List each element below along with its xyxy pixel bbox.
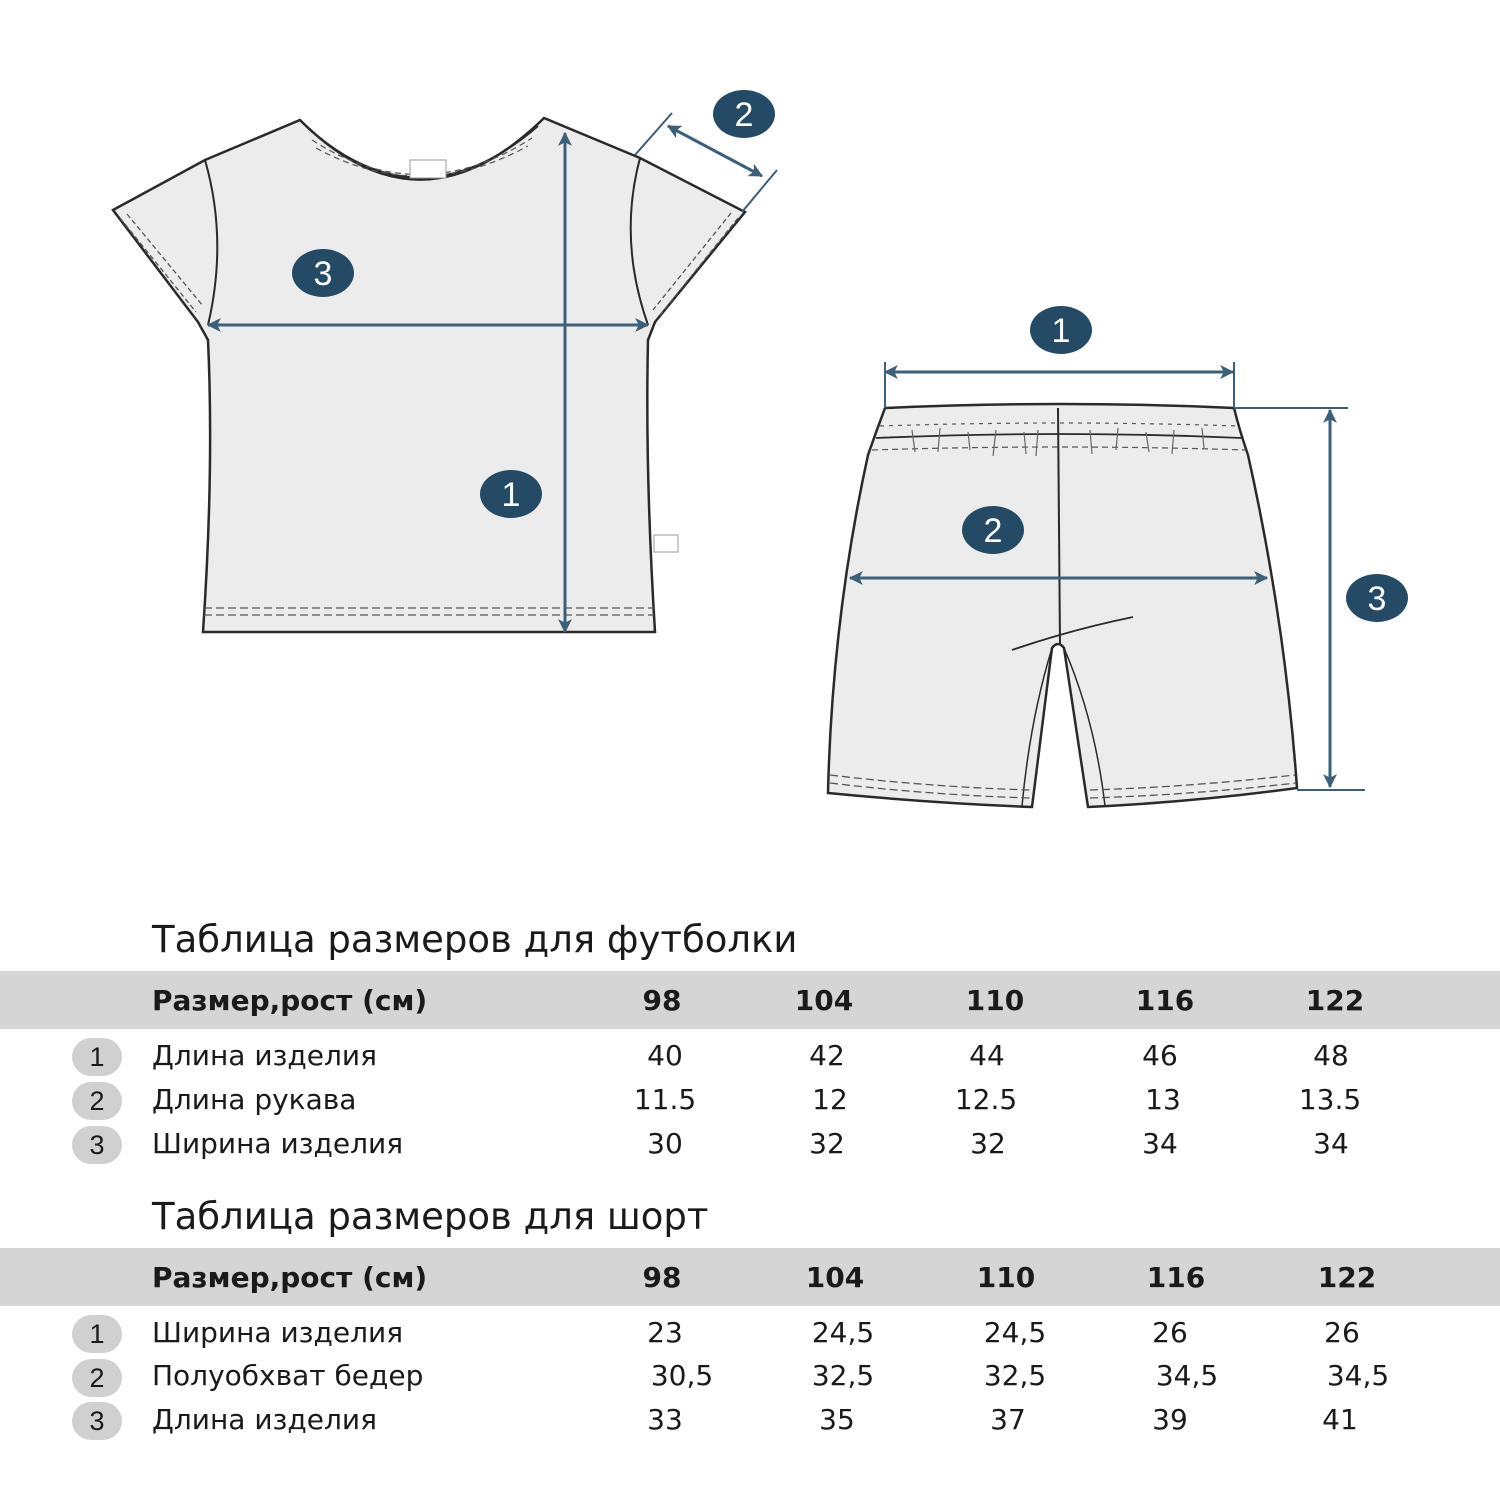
- tshirt-size-110: 110: [965, 984, 1025, 1017]
- shorts-badge-3: [1346, 574, 1408, 622]
- shorts-size-116: 116: [1146, 1261, 1206, 1294]
- tshirt-size-116: 116: [1135, 984, 1195, 1017]
- shorts-size-104: 104: [805, 1261, 865, 1294]
- shorts-row-3-val-2: 35: [819, 1403, 855, 1436]
- tshirt-row-2-val-3: 12.5: [954, 1083, 1018, 1116]
- shorts-row-2-val-5: 34,5: [1326, 1359, 1390, 1392]
- shorts-header-label: Размер,рост (см): [152, 1261, 428, 1294]
- tshirt-row-2-val-4: 13: [1145, 1083, 1181, 1116]
- tshirt-row-3-val-5: 34: [1313, 1127, 1349, 1160]
- shorts-drawing: [828, 404, 1297, 807]
- shorts-row-2-val-1: 30,5: [650, 1359, 714, 1392]
- tshirt-badge-3: [292, 249, 354, 297]
- svg-text:1: 1: [501, 476, 521, 514]
- shorts-row-1-val-4: 26: [1152, 1316, 1188, 1349]
- tshirt-header-label: Размер,рост (см): [152, 984, 428, 1017]
- shorts-row-3-val-1: 33: [647, 1403, 683, 1436]
- tshirt-row-2-val-2: 12: [812, 1083, 848, 1116]
- tshirt-row-3-badge: 3: [72, 1126, 122, 1164]
- shorts-size-110: 110: [976, 1261, 1036, 1294]
- tshirt-size-122: 122: [1305, 984, 1365, 1017]
- tshirt-table-title: Таблица размеров для футболки: [152, 918, 798, 961]
- shorts-badge-2: [962, 506, 1024, 554]
- shorts-row-1-val-3: 24,5: [983, 1316, 1047, 1349]
- tshirt-row-2-val-5: 13.5: [1298, 1083, 1362, 1116]
- tshirt-badge-1: [480, 470, 542, 518]
- tshirt-row-1-val-3: 44: [969, 1039, 1005, 1072]
- shorts-badge-1: [1030, 306, 1092, 354]
- shorts-table-title: Таблица размеров для шорт: [152, 1195, 709, 1238]
- svg-text:2: 2: [734, 96, 754, 134]
- tshirt-row-1-badge: 1: [72, 1038, 122, 1076]
- tshirt-row-3-val-2: 32: [809, 1127, 845, 1160]
- shorts-size-98: 98: [642, 1261, 682, 1294]
- svg-text:2: 2: [983, 512, 1003, 550]
- shorts-row-2-badge: 2: [72, 1359, 122, 1397]
- shorts-row-1-label: Ширина изделия: [152, 1316, 404, 1349]
- tshirt-row-3-label: Ширина изделия: [152, 1127, 404, 1160]
- tshirt-row-1-val-5: 48: [1313, 1039, 1349, 1072]
- tshirt-row-1-val-1: 40: [647, 1039, 683, 1072]
- tshirt-row-1-val-4: 46: [1142, 1039, 1178, 1072]
- shorts-size-122: 122: [1317, 1261, 1377, 1294]
- tshirt-row-2-badge: 2: [72, 1082, 122, 1120]
- svg-text:1: 1: [1051, 312, 1071, 350]
- tshirt-row-1-label: Длина изделия: [152, 1039, 377, 1072]
- shorts-row-3-val-5: 41: [1322, 1403, 1358, 1436]
- tshirt-badge-2: [713, 90, 775, 138]
- shorts-row-3-val-3: 37: [990, 1403, 1026, 1436]
- shorts-row-1-badge: 1: [72, 1315, 122, 1353]
- shorts-row-1-val-1: 23: [647, 1316, 683, 1349]
- shorts-row-2-label: Полуобхват бедер: [152, 1359, 424, 1392]
- tshirt-row-3-val-4: 34: [1142, 1127, 1178, 1160]
- tshirt-row-1-val-2: 42: [809, 1039, 845, 1072]
- shorts-row-1-val-5: 26: [1324, 1316, 1360, 1349]
- tshirt-size-104: 104: [794, 984, 854, 1017]
- shorts-row-3-badge: 3: [72, 1402, 122, 1440]
- shorts-row-3-val-4: 39: [1152, 1403, 1188, 1436]
- tshirt-drawing: [113, 118, 745, 632]
- shorts-row-2-val-4: 34,5: [1155, 1359, 1219, 1392]
- svg-text:3: 3: [313, 255, 333, 293]
- tshirt-size-98: 98: [642, 984, 682, 1017]
- tshirt-row-3-val-1: 30: [647, 1127, 683, 1160]
- shorts-row-2-val-2: 32,5: [811, 1359, 875, 1392]
- shorts-row-2-val-3: 32,5: [983, 1359, 1047, 1392]
- shorts-row-1-val-2: 24,5: [811, 1316, 875, 1349]
- svg-text:3: 3: [1367, 580, 1387, 618]
- shorts-row-3-label: Длина изделия: [152, 1403, 377, 1436]
- tshirt-row-2-label: Длина рукава: [152, 1083, 357, 1116]
- tshirt-row-2-val-1: 11.5: [633, 1083, 697, 1116]
- tshirt-row-3-val-3: 32: [970, 1127, 1006, 1160]
